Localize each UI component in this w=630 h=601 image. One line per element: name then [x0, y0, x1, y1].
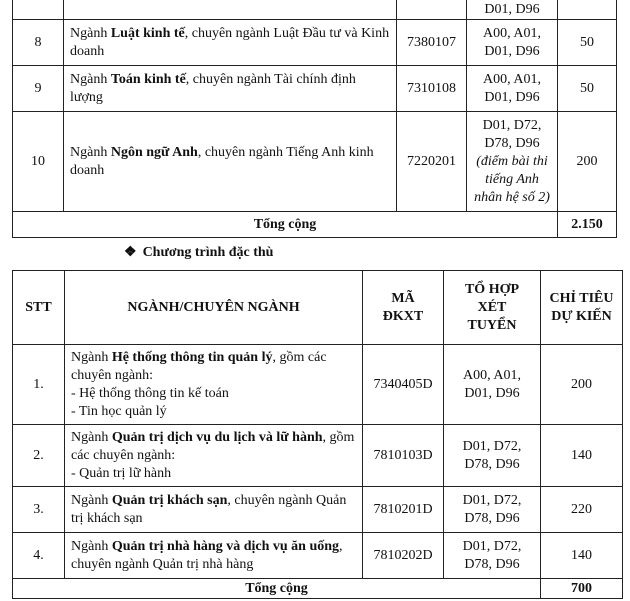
section-title: Chương trình đặc thù: [142, 245, 274, 260]
quota-cell: 140: [541, 533, 623, 579]
total-row: [13, 212, 617, 238]
total-row: [13, 579, 623, 599]
code-cell: 7810201D: [363, 487, 444, 533]
diamond-bullet-icon: ❖: [124, 245, 137, 260]
header-quota: CHỈ TIÊU DỰ KIẾN: [541, 271, 623, 345]
combo-cell: D01, D72, D78, D96: [444, 425, 541, 487]
admissions-table-special: [12, 270, 623, 599]
header-combo: TỔ HỢP XÉT TUYỂN: [444, 271, 541, 345]
combo-cell: A00, A01, D01, D96: [467, 66, 558, 112]
major-cell: Ngành Ngôn ngữ Anh, chuyên ngành Tiếng Anh kinh doanh: [64, 112, 397, 212]
stt-cell: 1.: [13, 345, 65, 425]
quota-cell: 220: [541, 487, 623, 533]
bullet-item: - Tin học quản lý: [71, 403, 167, 419]
combo-cell: D01, D96: [467, 0, 558, 20]
combo-cell: D01, D72, D78, D96 (điểm bài thi tiếng Anh nhân hệ số 2): [467, 112, 558, 212]
header-major: NGÀNH/CHUYÊN NGÀNH: [65, 271, 363, 345]
code-cell: 7340405D: [363, 345, 444, 425]
header-stt: STT: [13, 271, 65, 345]
section-heading: [124, 244, 273, 261]
stt-cell: 4.: [13, 533, 65, 579]
table-row: [13, 345, 623, 425]
quota-cell: 50: [558, 20, 617, 66]
major-cell: Ngành Quản trị nhà hàng và dịch vụ ăn uống, chuyên ngành Quản trị nhà hàng: [65, 533, 363, 579]
total-label: Tổng cộng: [13, 212, 558, 238]
code-cell: 7380107: [397, 20, 467, 66]
quota-cell: 200: [558, 112, 617, 212]
total-value: 2.150: [558, 212, 617, 238]
combo-cell: D01, D72, D78, D96: [444, 487, 541, 533]
stt-cell: 9: [13, 66, 64, 112]
major-cell: Ngành Luật kinh tế, chuyên ngành Luật Đầu tư và Kinh doanh: [64, 20, 397, 66]
combo-cell: A00, A01, D01, D96: [444, 345, 541, 425]
code-cell: 7310108: [397, 66, 467, 112]
table-row: [13, 533, 623, 579]
stt-cell: 10: [13, 112, 64, 212]
admissions-table-standard: [12, 0, 617, 238]
table-row: [13, 20, 617, 66]
header-code: MÃ ĐKXT: [363, 271, 444, 345]
bullet-item: - Quản trị lữ hành: [71, 465, 172, 481]
table-row: [13, 66, 617, 112]
total-value: 700: [541, 579, 623, 599]
stt-cell: 2.: [13, 425, 65, 487]
table-header-row: [13, 271, 623, 345]
table-row: [13, 0, 617, 20]
major-cell: Ngành Quản trị khách sạn, chuyên ngành Quản trị khách sạn: [65, 487, 363, 533]
combo-cell: A00, A01, D01, D96: [467, 20, 558, 66]
bullet-item: - Hệ thống thông tin kế toán: [71, 385, 229, 401]
combo-cell: D01, D72, D78, D96: [444, 533, 541, 579]
code-cell: 7220201: [397, 112, 467, 212]
major-cell: Ngành Hệ thống thông tin quản lý, gồm các chuyên ngành: - Hệ thống thông tin kế toán - Tin học quản lý: [65, 345, 363, 425]
table-row: [13, 487, 623, 533]
total-label: Tổng cộng: [13, 579, 541, 599]
major-cell: Ngành Toán kinh tế, chuyên ngành Tài chính định lượng: [64, 66, 397, 112]
quota-cell: 200: [541, 345, 623, 425]
table-row: [13, 425, 623, 487]
quota-cell: 140: [541, 425, 623, 487]
code-cell: 7810103D: [363, 425, 444, 487]
code-cell: 7810202D: [363, 533, 444, 579]
stt-cell: 8: [13, 20, 64, 66]
major-cell: Ngành Quản trị dịch vụ du lịch và lữ hành, gồm các chuyên ngành: - Quản trị lữ hành: [65, 425, 363, 487]
stt-cell: 3.: [13, 487, 65, 533]
table-row: [13, 112, 617, 212]
quota-cell: 50: [558, 66, 617, 112]
